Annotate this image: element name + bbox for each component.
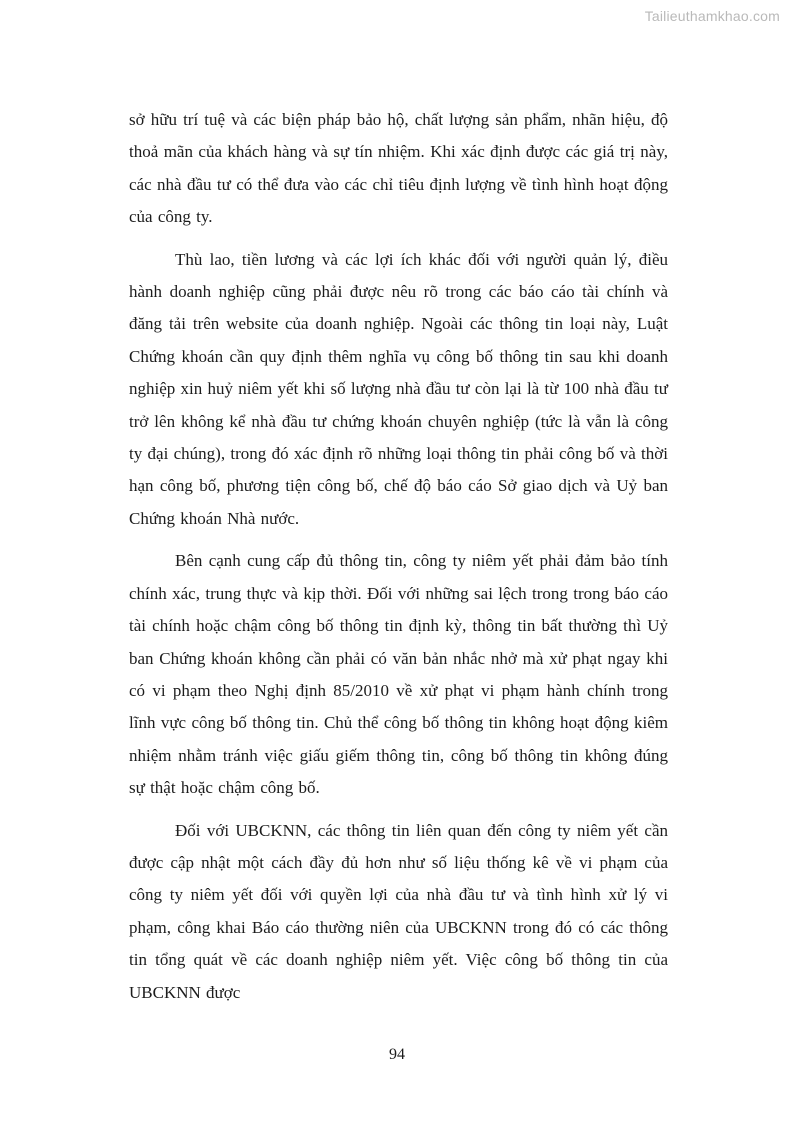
page-footer [0, 1046, 794, 1064]
document-page-body [129, 104, 668, 1019]
watermark-text: Tailieuthamkhao.com [644, 8, 780, 24]
page-number: 94 [389, 1046, 405, 1063]
paragraph: Bên cạnh cung cấp đủ thông tin, công ty niêm yết phải đảm bảo tính chính xác, trung thực và kịp thời. Đối với những sai lệch trong trong báo cáo tài chính hoặc chậm công bố thông tin định kỳ, thông tin bất thường thì Uỷ ban Chứng khoán không cần phải có văn bản nhắc nhở mà xử phạt ngay khi có vi phạm theo Nghị định 85/2010 về xử phạt vi phạm hành chính trong lĩnh vực công bố thông tin. Chủ thể công bố thông tin không hoạt động kiêm nhiệm nhằm tránh việc giấu giếm thông tin, công bố thông tin không đúng sự thật hoặc chậm công bố. [129, 551, 668, 798]
paragraph: Thù lao, tiền lương và các lợi ích khác đối với người quản lý, điều hành doanh nghiệp cũng phải được nêu rõ trong các báo cáo tài chính và đăng tải trên website của doanh nghiệp. Ngoài các thông tin loại này, Luật Chứng khoán cần quy định thêm nghĩa vụ công bố thông tin sau khi doanh nghiệp xin huỷ niêm yết khi số lượng nhà đầu tư còn lại là từ 100 nhà đầu tư trở lên không kể nhà đầu tư chứng khoán chuyên nghiệp (tức là vẫn là công ty đại chúng), trong đó xác định rõ những loại thông tin phải công bố và thời hạn công bố, phương tiện công bố, chế độ báo cáo Sở giao dịch và Uỷ ban Chứng khoán Nhà nước. [129, 249, 668, 528]
paragraph: Đối với UBCKNN, các thông tin liên quan đến công ty niêm yết cần được cập nhật một cách đầy đủ hơn như số liệu thống kê về vi phạm của công ty niêm yết đối với quyền lợi của nhà đầu tư và tình hình xử lý vi phạm, công khai Báo cáo thường niên của UBCKNN trong đó có các thông tin tổng quát về các doanh nghiệp niêm yết. Việc công bố thông tin của UBCKNN được [129, 820, 668, 1002]
paragraph: sở hữu trí tuệ và các biện pháp bảo hộ, chất lượng sản phẩm, nhãn hiệu, độ thoả mãn của khách hàng và sự tín nhiệm. Khi xác định được các giá trị này, các nhà đầu tư có thể đưa vào các chỉ tiêu định lượng về tình hình hoạt động của công ty. [129, 110, 668, 227]
